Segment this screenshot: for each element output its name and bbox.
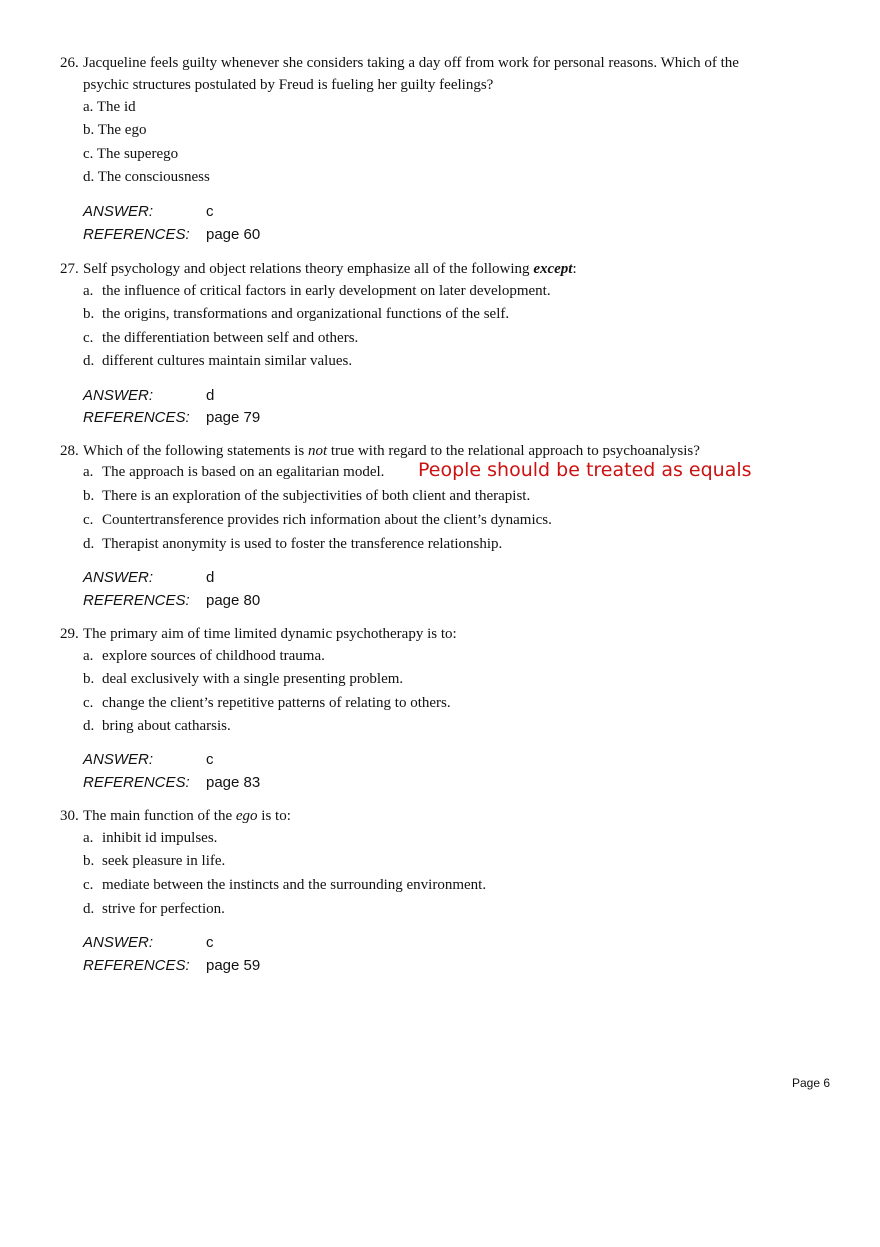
option-label: d. (83, 718, 95, 734)
option-text: seek pleasure in life. (102, 853, 226, 869)
references-value: page 60 (206, 226, 261, 243)
emphasized-word: not (307, 443, 328, 459)
option-text: mediate between the instincts and the surrounding environment. (102, 877, 487, 893)
option-label: c. The superego (83, 146, 179, 162)
option-label: b. (83, 488, 95, 504)
answer-label: ANSWER: (83, 569, 154, 586)
option-text: The approach is based on an egalitarian model. (102, 464, 385, 480)
option-text: strive for perfection. (102, 901, 225, 917)
handwritten-annotation: People should be treated as equals (418, 459, 752, 481)
question-text (83, 76, 493, 94)
answer-value: c (206, 934, 214, 951)
option-text: different cultures maintain similar values. (102, 353, 353, 369)
references-value: page 59 (206, 957, 261, 974)
option-text: There is an exploration of the subjectivities of both client and therapist. (102, 488, 531, 504)
references-value: page 79 (206, 409, 261, 426)
references-value: page 80 (206, 592, 261, 609)
references-label: REFERENCES: (83, 592, 190, 609)
answer-value: d (206, 569, 215, 586)
option-label: a. (83, 283, 94, 299)
question-text-part: The main function of the (83, 808, 236, 824)
option-label: b. (83, 671, 95, 687)
option-label: a. (83, 464, 94, 480)
option-label: a. The id (83, 99, 136, 115)
answer-label: ANSWER: (83, 203, 154, 220)
question-number: 26. (60, 55, 79, 71)
option-label: b. (83, 853, 95, 869)
question-text-part: psychic structures postulated by Freud is fueling her guilty feelings? (83, 77, 494, 93)
question-text-part: : (572, 261, 577, 277)
answer-label: ANSWER: (83, 751, 154, 768)
option-text: explore sources of childhood trauma. (102, 648, 325, 664)
option-text: Countertransference provides rich information about the client’s dynamics. (102, 512, 552, 528)
question-number: 27. (60, 261, 79, 277)
question-text (83, 625, 457, 643)
question-text-part: true with regard to the relational approach to psychoanalysis? (327, 443, 700, 459)
question-text-part: is to: (257, 808, 291, 824)
question-text (83, 442, 700, 460)
option-text: deal exclusively with a single presenting problem. (102, 671, 404, 687)
option-label: a. (83, 830, 94, 846)
option-label: a. (83, 648, 94, 664)
option-label: b. (83, 306, 95, 322)
option-text: change the client’s repetitive patterns of relating to others. (102, 695, 451, 711)
option-label: d. The consciousness (83, 169, 210, 185)
option-text: Therapist anonymity is used to foster the transference relationship. (102, 536, 503, 552)
option-label: c. (83, 512, 94, 528)
option-text: the differentiation between self and others. (102, 330, 359, 346)
option-text: inhibit id impulses. (102, 830, 218, 846)
page-number: Page 6 (792, 1076, 831, 1090)
option-label: c. (83, 330, 94, 346)
question-text-part: Self psychology and object relations theory emphasize all of the following (83, 261, 534, 277)
option-label: c. (83, 695, 94, 711)
answer-label: ANSWER: (83, 934, 154, 951)
answer-value: c (206, 203, 214, 220)
references-label: REFERENCES: (83, 226, 190, 243)
question-text-part: Which of the following statements is (83, 443, 308, 459)
answer-value: d (206, 387, 215, 404)
question-number: 30. (60, 808, 79, 824)
references-label: REFERENCES: (83, 774, 190, 791)
question-number: 29. (60, 626, 79, 642)
option-text: bring about catharsis. (102, 718, 231, 734)
question-text-part: Jacqueline feels guilty whenever she considers taking a day off from work for personal reasons. Which of the (83, 55, 739, 71)
answer-value: c (206, 751, 214, 768)
option-label: d. (83, 536, 95, 552)
question-text (83, 807, 291, 825)
references-label: REFERENCES: (83, 957, 190, 974)
question-text-part: The primary aim of time limited dynamic psychotherapy is to: (83, 626, 457, 642)
question-number: 28. (60, 443, 79, 459)
question-text (83, 54, 739, 72)
answer-label: ANSWER: (83, 387, 154, 404)
question-text (83, 260, 577, 278)
emphasized-word: ego (235, 808, 258, 824)
option-text: the origins, transformations and organizational functions of the self. (102, 306, 510, 322)
option-label: d. (83, 901, 95, 917)
references-label: REFERENCES: (83, 409, 190, 426)
option-text: the influence of critical factors in early development on later development. (102, 283, 551, 299)
option-label: d. (83, 353, 95, 369)
emphasized-word: except (533, 261, 573, 277)
option-label: b. The ego (83, 122, 147, 138)
references-value: page 83 (206, 774, 261, 791)
option-label: c. (83, 877, 94, 893)
